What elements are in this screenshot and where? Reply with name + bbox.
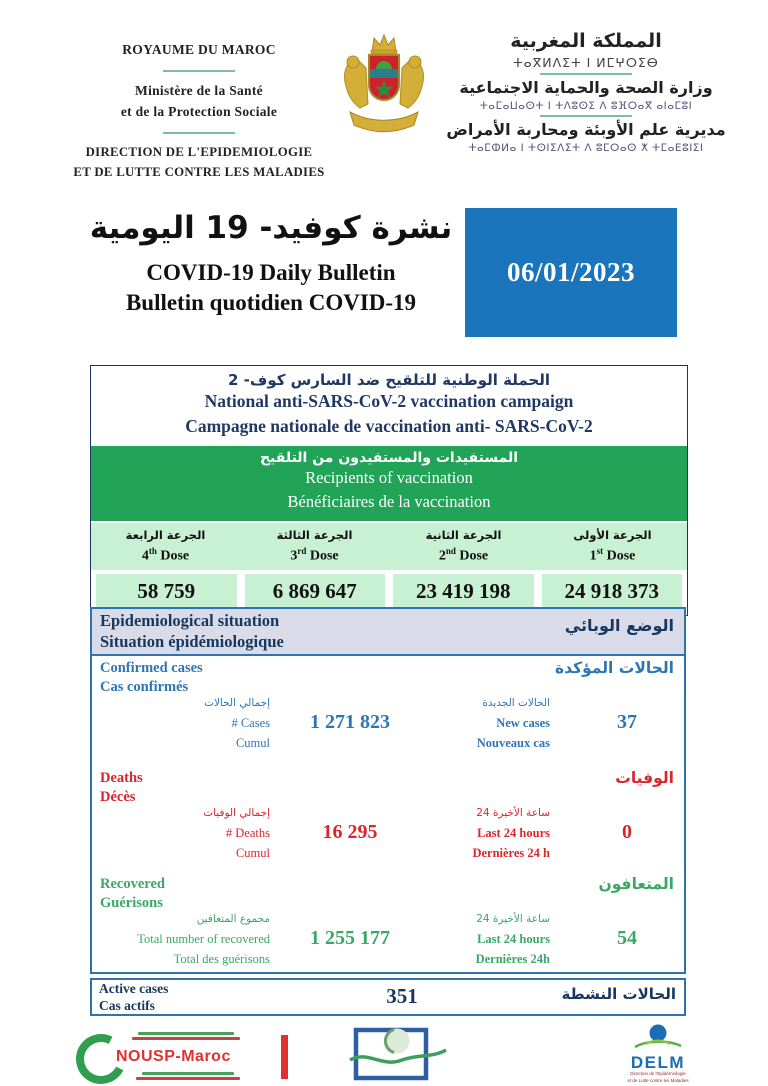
epi-header-en: Epidemiological situation [100, 611, 280, 630]
recipients-title-ar: المستفيدات والمستفيدون من التلقيح [259, 449, 519, 466]
section-title: Deaths Décès [100, 770, 143, 805]
cumulative-label: إجمالي الحالات # Cases Cumul [204, 697, 270, 750]
section-confirmed-cases [92, 656, 684, 766]
dose-value-2nd: 23 419 198 [393, 574, 534, 610]
nousp-tiny-text-bar [142, 1072, 234, 1075]
dose-label-en: 1st Dose [589, 545, 636, 564]
vaccination-table [90, 365, 688, 616]
moroccan-coat-of-arms-icon [338, 28, 430, 140]
delm-name: DELM [630, 1053, 686, 1072]
dose-header-4th [91, 528, 240, 565]
dose-value-1st: 24 918 373 [542, 574, 683, 610]
campaign-title-fr: Campagne nationale de vaccination anti- SARS-CoV-2 [185, 416, 593, 437]
section-title-ar: الوفيات [615, 769, 674, 787]
dose-label-ar: الجرعة الثانية [425, 527, 502, 542]
bulletin-date: 06/01/2023 [506, 257, 635, 287]
delm-subtitle-2: et de Lutte contre les Maladies [627, 1077, 689, 1083]
bulletin-title-fr: Bulletin quotidien COVID-19 [125, 290, 417, 316]
delm-logo [612, 1024, 704, 1086]
cumulative-value: 1 255 177 [310, 927, 390, 949]
nousp-tiny-text-bar [138, 1032, 234, 1035]
section-deaths [92, 766, 684, 872]
cumulative-value: 16 295 [322, 821, 378, 843]
section-title: Recovered Guérisons [100, 876, 165, 911]
divider [540, 115, 632, 117]
epidemiological-table [90, 607, 686, 974]
divider [163, 70, 235, 72]
nousp-tiny-text-bar [132, 1037, 240, 1040]
kingdom-title-tifinagh: ⵜⴰⴳⵍⴷⵉⵜ ⵏ ⵍⵎⵖⵔⵉⴱ [513, 55, 659, 70]
last24-value: 0 [622, 821, 632, 843]
date-box [465, 208, 677, 337]
cumulative-label: مجموع المتعافين Total number of recovered Total des guérisons [137, 913, 270, 966]
cumulative-value: 1 271 823 [310, 711, 390, 733]
dose-label-en: 3rd Dose [290, 545, 339, 564]
direction-line1: DIRECTION DE L'EPIDEMIOLOGIE [85, 144, 313, 159]
recipients-band [91, 446, 687, 521]
royaume-du-maroc-title: ROYAUME DU MAROC [122, 42, 276, 57]
active-cases-label-ar: الحالات النشطة [561, 985, 676, 1003]
nousp-red-bar [281, 1035, 288, 1079]
epi-header-ar: الوضع الوبائي [564, 616, 674, 635]
dose-label-ar: الجرعة الرابعة [125, 527, 206, 542]
divider [540, 73, 632, 75]
dose-header-row [91, 523, 687, 571]
dose-header-3rd [240, 528, 389, 565]
bulletin-title-en: COVID-19 Daily Bulletin [146, 260, 396, 286]
divider [163, 132, 235, 134]
dose-label-en: 4th Dose [141, 545, 190, 564]
epi-header [92, 609, 684, 656]
new-label: الحالات الجديدة New cases Nouveaux cas [476, 697, 550, 750]
epi-header-fr: Situation épidémiologique [100, 631, 284, 651]
section-title-ar: الحالات المؤكدة [555, 659, 674, 677]
ministere-line1: Ministère de la Santé [135, 82, 263, 98]
delm-subtitle-1: Direction de l'Epidémiologie [630, 1071, 686, 1076]
recipients-title-fr: Bénéficiaires de la vaccination [287, 491, 491, 511]
ministry-header-fr [58, 40, 340, 182]
campaign-title-ar: الحملة الوطنية للتلقيح ضد السارس كوف- 2 [228, 371, 550, 389]
epi-header-en-fr [100, 611, 284, 652]
dose-header-2nd [389, 528, 538, 565]
bulletin-title-ar: نشرة كوفيد- 19 اليومية [89, 210, 453, 246]
section-title: Confirmed cases Cas confirmés [100, 660, 203, 695]
delm-figure-icon [613, 1024, 703, 1049]
last24-label: 24 ساعة الأخيرة Last 24 hours Dernières 24 h [472, 807, 550, 860]
recipients-title-en: Recipients of vaccination [305, 467, 473, 487]
nousp-tiny-text-bar [136, 1077, 240, 1080]
active-cases-value: 351 [386, 984, 418, 1008]
active-cases-label: Active cases Cas actifs [99, 981, 169, 1013]
new-value: 37 [617, 711, 637, 733]
section-title-ar: المتعافون [598, 875, 674, 893]
active-cases-box [90, 978, 686, 1016]
dose-value-3rd: 6 869 647 [245, 574, 386, 610]
direction-title-tifinagh: ⵜⴰⵎⵀⵍⴰ ⵏ ⵜⵙⵏⵉⴷⵉⵜ ⴷ ⵓⵎⵔⴰⵙ ⵅ ⵜⵎⴰⴹⵓⵏⵉⵏ [468, 142, 704, 154]
dose-label-ar: الجرعة الأولى [573, 527, 652, 542]
last24-value: 54 [617, 927, 637, 949]
ministere-line2: et de la Protection Sociale [120, 103, 278, 119]
ministry-header-ar [438, 30, 734, 154]
dose-value-4th: 58 759 [96, 574, 237, 610]
ministry-title-tifinagh: ⵜⴰⵎⴰⵡⴰⵙⵜ ⵏ ⵜⴷⵓⵙⵉ ⴷ ⵓⴼⵔⴰⴳ ⴰⵏⴰⵎⵓⵏ [479, 100, 693, 112]
campaign-header [91, 366, 687, 446]
cumulative-label: إجمالي الوفيات # Deaths Cumul [203, 807, 270, 860]
kingdom-title-ar: المملكة المغربية [510, 30, 662, 52]
bulletin-title [80, 207, 462, 318]
nousp-name: NOUSP-Maroc [116, 1048, 231, 1065]
dose-label-en: 2nd Dose [438, 545, 489, 564]
last24-label: 24 ساعة الأخيرة Last 24 hours Dernières 24h [475, 913, 550, 966]
direction-title-ar: مديرية علم الأوبئة ومحاربة الأمراض [446, 120, 726, 139]
direction-line2: ET DE LUTTE CONTRE LES MALADIES [73, 164, 325, 179]
dose-header-1st [538, 528, 687, 565]
ministry-title-ar: وزارة الصحة والحماية الاجتماعية [459, 78, 713, 97]
nousp-maroc-logo [76, 1030, 294, 1086]
campaign-title-en: National anti-SARS-CoV-2 vaccination campaign [204, 391, 574, 411]
ministry-health-logo [348, 1022, 448, 1086]
section-recovered [92, 872, 684, 975]
dose-label-ar: الجرعة الثالثة [276, 527, 353, 542]
